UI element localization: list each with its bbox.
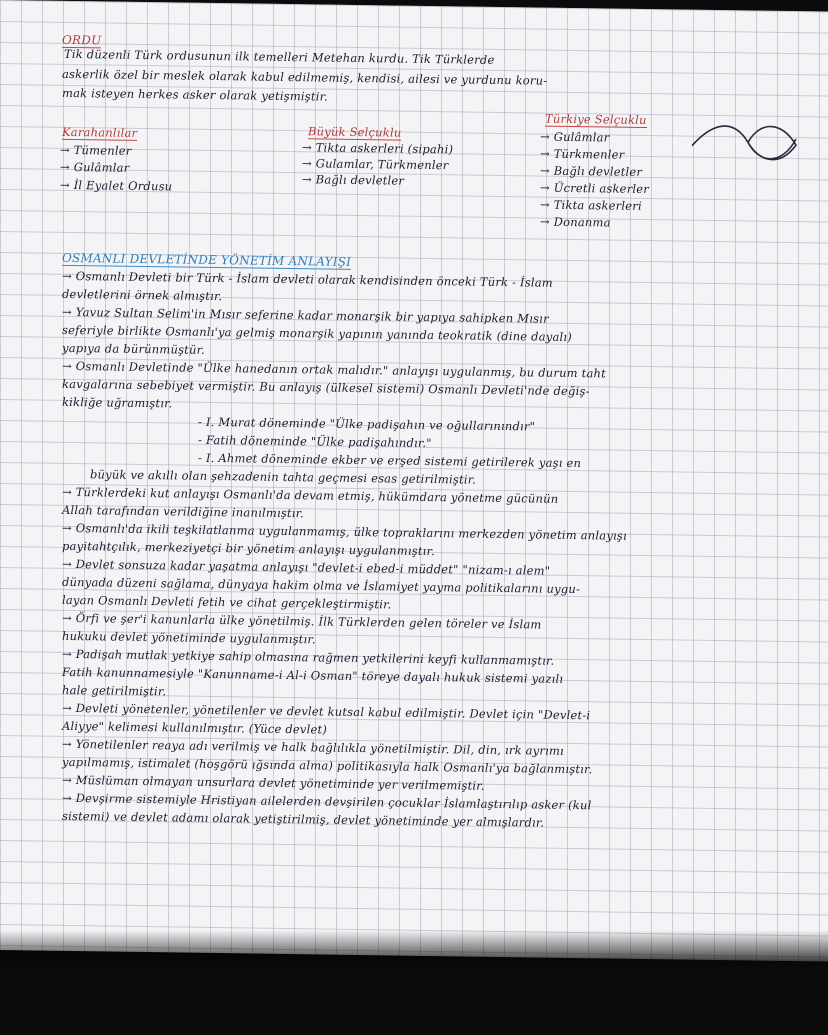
body-line: Aliyye" kelimesi kullanılmıştır. (Yüce devlet) <box>62 718 328 737</box>
body-line: dünyada düzeni sağlama, dünyaya hakim olma ve İslamiyet yayma politikalarını uygu- <box>62 574 581 597</box>
body-line: layan Osmanlı Devleti fetih ve cihat gerçekleştirmiştir. <box>62 592 392 612</box>
column-heading-turkiye-selcuklu: Türkiye Selçuklu <box>545 111 647 128</box>
intro-line: askerlik özel bir meslek olarak kabul edilmemiş, kendisi, ailesi ve yurdunu koru- <box>62 66 548 88</box>
body-line: - I. Ahmet döneminde ekber ve erşed sistemi getirilerek yaşı en <box>198 450 582 471</box>
body-line: yapılmamış, istimalet (hoşgörü ığsında alma) politikasıyla halk Osmanlı'ya bağlanmıştır. <box>62 754 593 777</box>
body-line: → Padişah mutlak yetkiye sahip olmasına rağmen yetkilerini keyfi kullanmamıştır. <box>62 646 555 668</box>
column-item: → Gulâmlar <box>60 159 130 175</box>
intro-line: mak isteyen herkes asker olarak yetişmiştir. <box>62 85 328 104</box>
body-line: sistemi) ve devlet adamı olarak yetiştirilmiş, devlet yönetiminde yer almışlardır. <box>62 808 545 830</box>
decorative-swirl-doodle <box>690 118 800 170</box>
body-line: → Osmanlı Devleti bir Türk - İslam devleti olarak kendisinden önceki Türk - İslam <box>62 268 553 290</box>
body-line: - I. Murat döneminde "Ülke padişahın ve oğullarınındır" <box>198 414 536 434</box>
column-heading-karahanlilar: Karahanlılar <box>62 124 138 140</box>
body-line: → Devşirme sistemiyle Hristiyan ailelerden devşirilen çocuklar İslamlaştırılıp asker (kul <box>62 790 592 813</box>
column-item: → Bağlı devletler <box>302 172 405 188</box>
column-item: → Ücretli askerler <box>540 180 649 197</box>
body-line: → Yavuz Sultan Selim'in Mısır seferine kadar monarşik bir yapıya sahipken Mısır <box>62 304 549 326</box>
column-item: → İl Eyalet Ordusu <box>60 177 173 194</box>
body-line: → Örfi ve şer'i kanunlarla ülke yönetilmiş. İlk Türklerden gelen töreler ve İslam <box>62 610 542 632</box>
column-item: → Gulâmlar <box>540 129 610 145</box>
body-line: kikliğe uğramıştır. <box>62 394 173 411</box>
body-line: → Osmanlı Devletinde "Ülke hanedanın ortak malıdır." anlayışı uygulanmış, bu durum taht <box>62 358 606 381</box>
column-item: → Gulamlar, Türkmenler <box>302 156 449 173</box>
body-line: → Osmanlı'da ikili teşkilatlanma uygulanmamış, ülke topraklarını merkezden yönetim anlayışı <box>62 520 627 543</box>
intro-line: Tik düzenli Türk ordusunun ilk temelleri Metehan kurdu. Tik Türklerde <box>64 46 495 67</box>
note-title: ORDU <box>62 32 102 48</box>
body-line: Allah tarafından verildiğine inanılmıştır. <box>62 502 304 521</box>
body-line: hale getirilmiştir. <box>62 682 167 699</box>
column-item: → Tümenler <box>60 142 132 158</box>
body-line: payitahtçılık, merkeziyetçi bir yönetim anlayışı uygulanmıştır. <box>62 538 435 559</box>
section-title: OSMANLI DEVLETİNDE YÖNETİM ANLAYIŞI <box>62 250 352 269</box>
body-line: devletlerini örnek almıştır. <box>62 286 223 304</box>
column-item: → Tikta askerleri <box>540 197 642 213</box>
body-line: → Devleti yönetenler, yönetilenler ve devlet kutsal kabul edilmiştir. Devlet için "Devlet-i <box>62 700 591 723</box>
body-line: kavgalarına sebebiyet vermiştir. Bu anlayış (ülkesel sistemi) Osmanlı Devleti'nde değiş- <box>62 376 590 399</box>
column-item: → Donanma <box>540 214 611 230</box>
body-line: hukuku devlet yönetiminde uygulanmıştır. <box>62 628 316 647</box>
body-line: Fatih kanunnamesiyle "Kanunname-i Al-i Osman" töreye dayalı hukuk sistemi yazılı <box>62 664 564 686</box>
body-line: → Müslüman olmayan unsurlara devlet yönetiminde yer verilmemiştir. <box>62 772 485 793</box>
body-line: seferiyle birlikte Osmanlı'ya gelmiş monarşik yapının yanında teokratik (dine dayalı) <box>62 322 572 344</box>
body-line: büyük ve akıllı olan şehzadenin tahta geçmesi esas getirilmiştir. <box>90 467 476 487</box>
body-line: → Yönetilenler reaya adı verilmiş ve halk bağlılıkla yönetilmiştir. Dil, din, ırk ayrımı <box>62 736 564 758</box>
body-line: - Fatih döneminde "Ülke padişahındır." <box>198 432 432 451</box>
page-shadow-edge <box>0 930 828 970</box>
body-line: → Devlet sonsuza kadar yaşatma anlayışı "devlet-i ebed-i müddet" "nizam-ı alem" <box>62 556 551 578</box>
column-item: → Tikta askerleri (sipahi) <box>302 140 454 157</box>
body-line: → Türklerdeki kut anlayışı Osmanlı'da devam etmiş, hükümdara yönetme gücünün <box>62 484 559 506</box>
column-item: → Bağlı devletler <box>540 163 643 179</box>
body-line: yapıya da bürünmüştür. <box>62 340 205 357</box>
column-heading-buyuk-selcuklu: Büyük Selçuklu <box>308 124 402 140</box>
column-item: → Türkmenler <box>540 146 625 162</box>
